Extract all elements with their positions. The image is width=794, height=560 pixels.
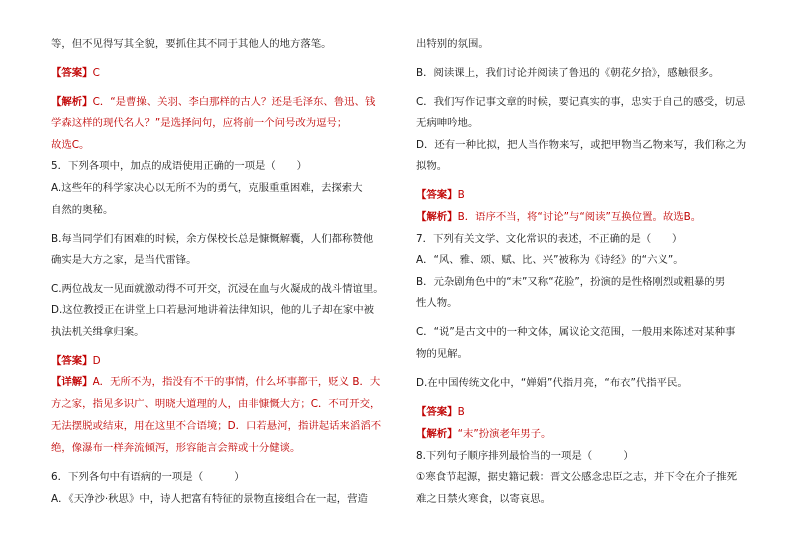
text-line xyxy=(51,325,145,339)
line-text: 等，但不见得写其全貌，要抓住其不同于其他人的地方落笔。 xyxy=(51,38,332,50)
text-line xyxy=(416,253,684,267)
text-line xyxy=(51,282,384,296)
line-text: B．阅读课上，我们讨论并阅读了鲁迅的《朝花夕拾》，感触很多。 xyxy=(416,67,720,79)
line-text: C.两位战友一见面就激动得不可开交，沉浸在血与火凝成的战斗情谊里。 xyxy=(51,283,384,295)
text-line xyxy=(416,275,725,289)
text-line xyxy=(416,66,719,80)
answer-line xyxy=(416,210,701,224)
line-text: 出特别的氛围。 xyxy=(416,38,489,50)
line-text: A.这些年的科学家决心以无所不为的勇气，克服重重困难，去探索大 xyxy=(51,182,363,194)
line-text: B xyxy=(457,406,465,418)
answer-tag: 【答案】 xyxy=(51,67,93,79)
line-text: 确实是大方之家，是当代雷锋。 xyxy=(51,254,197,266)
line-text: C xyxy=(92,67,100,79)
line-text: 拟物。 xyxy=(416,160,448,172)
text-line xyxy=(51,181,363,195)
line-text: “末”扮演老年男子。 xyxy=(457,428,552,440)
line-text: ①寒食节起源，据史籍记载：晋文公感念忠臣之志，并下令在介子推死 xyxy=(416,471,738,483)
text-line xyxy=(51,303,374,317)
answer-tag: 【解析】 xyxy=(51,96,93,108)
answer-tag: 【解析】 xyxy=(416,428,458,440)
answer-tag: 【答案】 xyxy=(51,355,93,367)
text-line xyxy=(416,347,468,361)
text-line xyxy=(416,159,447,173)
text-line xyxy=(51,116,347,130)
line-text: A．《天净沙·秋思》中，诗人把富有特征的景物直接组合在一起，营造 xyxy=(51,493,368,505)
answer-line xyxy=(416,427,551,441)
line-text: 难之日禁火寒食，以寄哀思。 xyxy=(416,493,552,505)
answer-line xyxy=(51,375,380,389)
text-line xyxy=(51,37,332,51)
line-text: 物的见解。 xyxy=(416,348,468,360)
line-text: D xyxy=(92,355,101,367)
line-text: D．还有一种比拟，把人当作物来写，或把甲物当乙物来写，我们称之为 xyxy=(416,139,747,151)
answer-tag: 【答案】 xyxy=(416,406,458,418)
text-line xyxy=(416,95,745,109)
line-text: 6．下列各句中有语病的一项是（ ） xyxy=(51,471,245,483)
text-line xyxy=(416,232,682,246)
text-line xyxy=(51,253,196,267)
text-line xyxy=(416,376,688,390)
line-text: 无病呻吟地。 xyxy=(416,117,479,129)
line-text: 学森这样的现代名人？”是选择问句，应将前一个问号改为逗号； xyxy=(51,117,348,129)
text-line xyxy=(51,159,307,173)
line-text: C．我们写作记事文章的时候，要记真实的事，忠实于自己的感受，切忌 xyxy=(416,96,746,108)
line-text: 绝，像瀑布一样奔流倾泻，形容能言会辩或十分健谈。 xyxy=(51,442,301,454)
line-text: D.这位教授正在讲堂上口若悬河地讲着法律知识，他的儿子却在家中被 xyxy=(51,304,375,316)
line-text: 8.下列句子顺序排列最恰当的一项是（ ） xyxy=(416,450,634,462)
line-text: 无法摆脱或结束，用在这里不合语境；D．口若悬河，指讲起话来滔滔不 xyxy=(51,420,382,432)
text-line xyxy=(51,470,245,484)
text-line xyxy=(416,470,737,484)
line-text: 7．下列有关文学、文化常识的表述，不正确的是（ ） xyxy=(416,233,683,245)
text-line xyxy=(51,419,381,433)
answer-line xyxy=(51,95,375,109)
answer-tag: 【详解】 xyxy=(51,376,93,388)
text-line xyxy=(51,397,380,411)
text-line xyxy=(51,492,368,506)
text-line xyxy=(51,203,113,217)
text-line xyxy=(416,138,746,152)
line-text: A．无所不为，指没有不干的事情，什么坏事都干，贬义 B．大 xyxy=(92,376,381,388)
line-text: 5．下列各项中，加点的成语使用正确的一项是（ ） xyxy=(51,160,307,172)
text-line xyxy=(416,492,551,506)
answer-line xyxy=(416,188,465,202)
line-text: C．“是曹操、关羽、李白那样的古人？还是毛泽东、鲁迅、钱 xyxy=(92,96,376,108)
text-line xyxy=(416,449,634,463)
text-line xyxy=(51,441,300,455)
text-line xyxy=(416,296,458,310)
line-text: B．元杂剧角色中的“末”又称“花脸”，扮演的是性格刚烈或粗暴的男 xyxy=(416,276,726,288)
line-text: 自然的奥秘。 xyxy=(51,204,114,216)
answer-tag: 【答案】 xyxy=(416,189,458,201)
text-line xyxy=(416,37,489,51)
line-text: A．“风、雅、颂、赋、比、兴”被称为《诗经》的“六义”。 xyxy=(416,254,684,266)
line-text: B.每当同学们有困难的时候，余方保校长总是慷慨解囊，人们都称赞他 xyxy=(51,233,374,245)
answer-line xyxy=(51,354,101,368)
text-line xyxy=(416,325,735,339)
answer-line xyxy=(51,66,100,80)
line-text: 执法机关缉拿归案。 xyxy=(51,326,145,338)
line-text: B．语序不当，将“讨论”与“阅读”互换位置。故选B。 xyxy=(457,211,702,223)
line-text: B xyxy=(457,189,465,201)
line-text: D.在中国传统文化中，“婵娟”代指月亮，“布衣”代指平民。 xyxy=(416,377,688,389)
line-text: 故选C。 xyxy=(51,139,90,151)
line-text: C．“说”是古文中的一种文体，属议论文范围，一般用来陈述对某种事 xyxy=(416,326,736,338)
text-line xyxy=(51,138,89,152)
answer-line xyxy=(416,405,465,419)
line-text: 方之家，指见多识广、明晓大道理的人，由非慷慨大方；C．不可开交， xyxy=(51,398,381,410)
text-line xyxy=(51,232,373,246)
answer-tag: 【解析】 xyxy=(416,211,458,223)
line-text: 性人物。 xyxy=(416,297,458,309)
text-line xyxy=(416,116,478,130)
